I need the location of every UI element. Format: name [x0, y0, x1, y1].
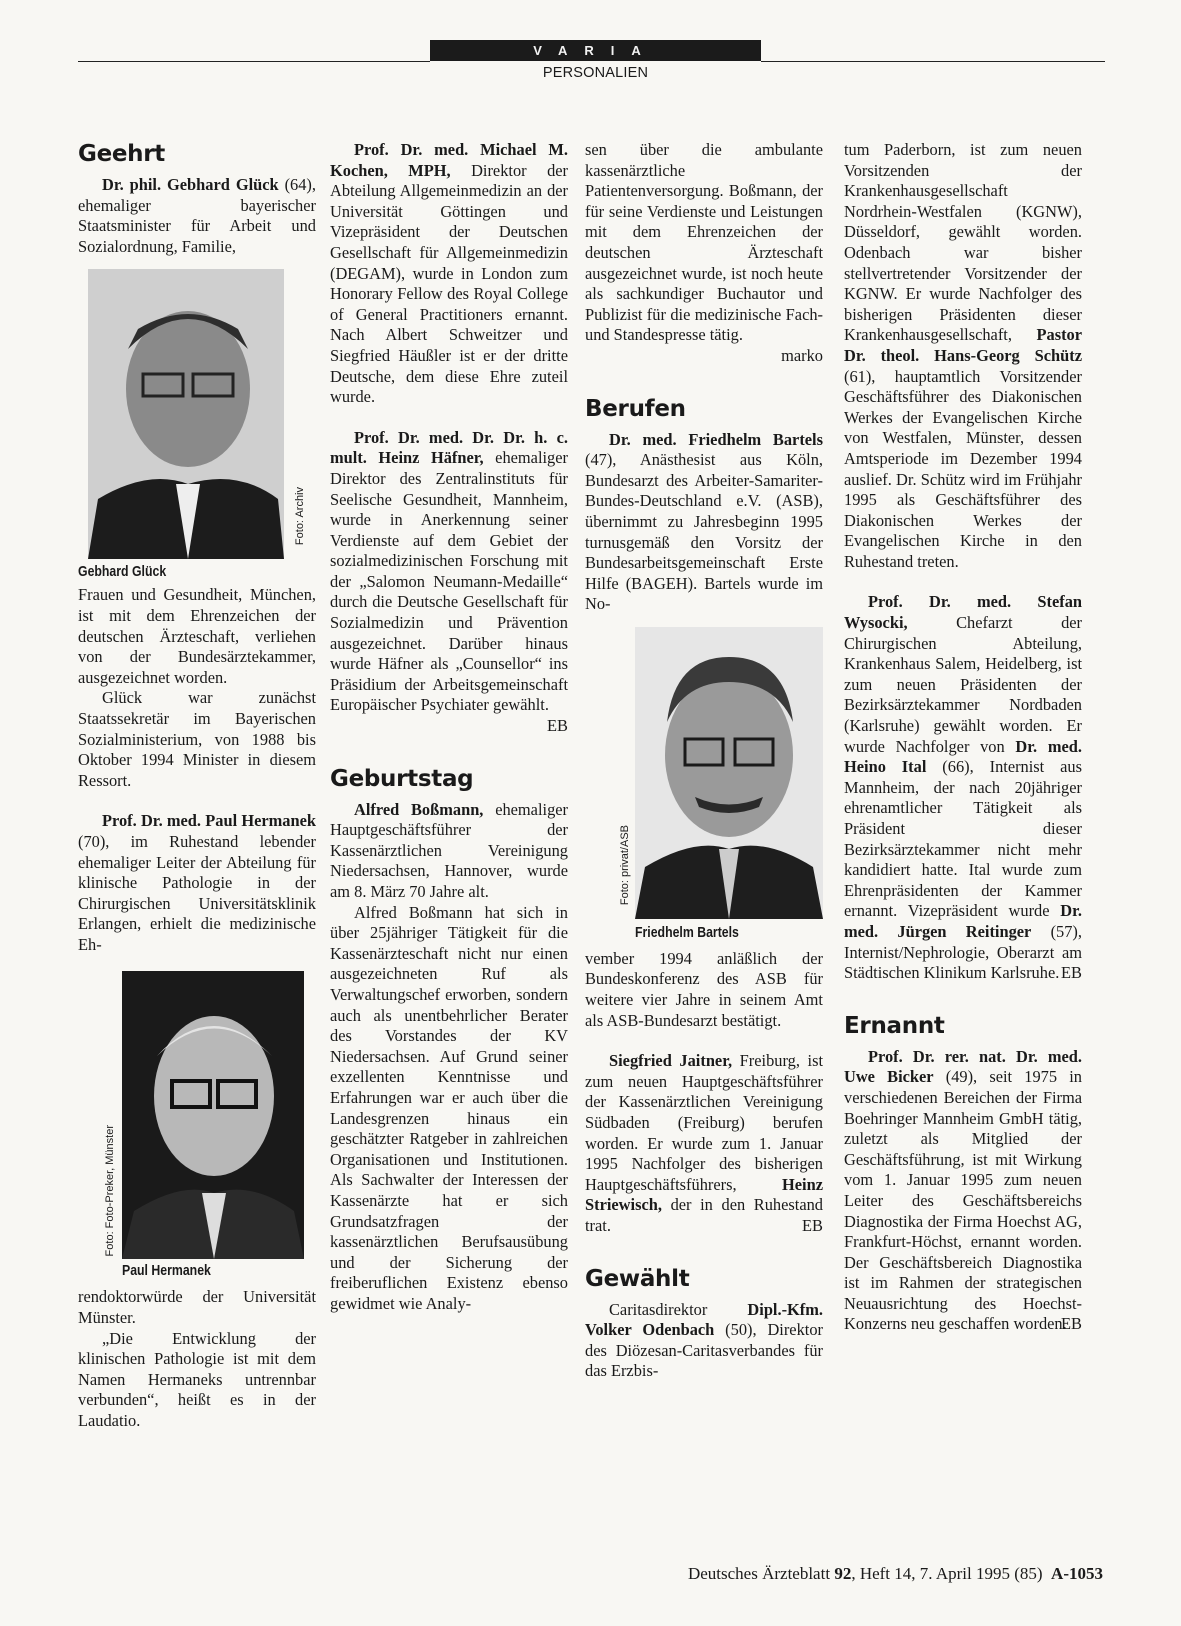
person-name: Prof. Dr. med. Stefan Wysocki, [844, 592, 1082, 633]
paragraph: „Die Entwicklung der klinischen Pathologie ist mit dem Namen Hermaneks untrennbar verbunden“, heißt es in der Laudatio. [78, 1328, 316, 1431]
person-name: Dr. med. Heino Ital [844, 736, 1082, 777]
paragraph: Alfred Boßmann hat sich in über 25jähriger Tätigkeit für die Kassenärzteschaft nicht nur einen ausgezeichneten Ruf als Verwaltungschef erworben, sondern auch als unentbehrlicher Berater des Vorstandes der KV Niedersachsen. Auf Grund seiner exzellenten Kenntnisse und Erfahrungen war er auch über die Landesgrenzen hinaus ein geschätzter Ratgeber in zahlreichen Organisationen und Institutionen. Als Sachwalter der Interessen der Kassenärzte hat er sich Grundsatzfragen der kassenärztlichen Berufsausübung und der Sicherung der freiberuflichen Existenz ebenso gewidmet wie Analy- [330, 902, 568, 1313]
paragraph: Dr. med. Friedhelm Bartels (47), Anästhesist aus Köln, Bundesarzt des Arbeiter-Samariter-Bundes-Deutschland e.V. (ASB), übernimmt zu Jahresbeginn 1995 turnusgemäß den Vorsitz der Bundesarbeitsgemeinschaft Erste Hilfe (BAGEH). Bartels wurde im No- [585, 429, 823, 614]
heading-gewaehlt: Gewählt [585, 1265, 690, 1292]
photo-figure-hermanek [78, 955, 316, 1287]
heading-geburtstag: Geburtstag [330, 765, 474, 792]
photo-figure-bartels [585, 615, 823, 949]
paragraph: Prof. Dr. rer. nat. Dr. med. Uwe Bicker (49), seit 1975 in verschiedenen Bereichen der Firma Boehringer Mannheim GmbH tätig, zuletzt als Mitglied der Geschäftsführung, ist mit Wirkung vom 1. Januar 1995 zum neuen Leiter des Geschäftsbereichs Diagnostika der Firma Hoechst AG, Frankfurt-Höchst, ernannt worden. Der Geschäftsbereich Diagnostika ist im Rahmen der strategischen Neuausrichtung des Hoechst-Konzerns neu geschaffen worden. [844, 1046, 1082, 1334]
paragraph: Prof. Dr. med. Paul Hermanek (70), im Ruhestand lebender ehemaliger Leiter der Abteilung für klinische Pathologie in der Chirurgischen Universitätsklinik Erlangen, erhielt die medizinische Eh- [78, 811, 316, 954]
author-signature: EB [802, 1216, 823, 1235]
person-name: Dr. phil. Gebhard Glück [102, 175, 279, 194]
paragraph: Prof. Dr. med. Dr. Dr. h. c. mult. Heinz Häfner, ehemaliger Direktor des Zentralinstituts für Seelische Gesundheit, Mannheim, wurde in Anerkennung seiner Verdienste auf dem Gebiet der sozialmedizinischen Forschung mit der „Salomon Neumann-Medaille“ durch die Deutsche Gesellschaft für Sozialmedizin und Prävention ausgezeichnet. Darüber hinaus wurde Häfner als „Counsellor“ ins Präsidium der Arbeitsgemeinschaft Europäischer Psychiater gewählt. [330, 427, 568, 715]
portrait-photo-hermanek [122, 971, 304, 1259]
heading-berufen: Berufen [585, 395, 686, 422]
photo-credit: Foto: Foto-Preker, Münster [104, 1125, 116, 1257]
paragraph: Prof. Dr. med. Stefan Wysocki, Chefarzt der Chirurgischen Abteilung, Krankenhaus Salem, Heidelberg, ist zum neuen Präsidenten der Bezirksärztekammer Nordbaden (Karlsruhe) gewählt worden. Er wurde Nachfolger von Dr. med. Heino Ital (66), Internist aus Mannheim, der nach 20jähriger ehrenamtlicher Tätigkeit als Präsident dieser Bezirksärztekammer nicht mehr kandidiert hatte. Ital wurde zum Ehrenpräsidenten der Kammer ernannt. Vizepräsident wurde Dr. med. Jürgen Reitinger (57), Internist/Nephrologie, Oberarzt am Städtischen Klinikum Karlsruhe. [844, 592, 1082, 983]
issue-info: , Heft 14, 7. April 1995 (85) [851, 1564, 1052, 1583]
heading-geehrt: Geehrt [78, 141, 165, 167]
section-banner: VARIA [430, 40, 761, 61]
paragraph: tum Paderborn, ist zum neuen Vorsitzenden der Krankenhausgesellschaft Nordrhein-Westfalen (KGNW), Düsseldorf, gewählt worden. Odenbach war bisher stellvertretender Vorsitzender der KGNW. Er wurde Nachfolger des bisherigen Präsidenten dieser Krankenhausgesellschaft, Pastor Dr. theol. Hans-Georg Schütz (61), hauptamtlich Vorsitzender Geschäftsführer des Diakonischen Werkes der Evangelischen Kirche von Westfalen, Münster, dessen Amtsperiode im Dezember 1994 auslief. Dr. Schütz wird im Frühjahr 1995 als Geschäftsführer des Diakonischen Werkes der Evangelischen Kirche in den Ruhestand treten. [844, 140, 1082, 571]
photo-credit: Foto: Archiv [294, 487, 306, 546]
person-name: Prof. Dr. med. Michael M. Kochen, MPH, [330, 140, 568, 180]
column-2 [330, 140, 568, 1314]
person-name: Prof. Dr. med. Dr. Dr. h. c. mult. Heinz Häfner, [330, 427, 568, 468]
column-3 [585, 140, 823, 1382]
photo-figure-glueck [78, 257, 316, 585]
person-name: Dr. med. Jürgen Reitinger [844, 901, 1082, 941]
photo-credit: Foto: privat/ASB [619, 824, 631, 905]
volume-number: 92 [834, 1564, 852, 1583]
person-name: Dipl.-Kfm. Volker Odenbach [585, 1299, 823, 1340]
person-name: Heinz Striewisch, [585, 1174, 823, 1215]
column-1 [78, 140, 316, 1432]
subsection-title: PERSONALIEN [542, 65, 649, 81]
paragraph: Siegfried Jaitner, Freiburg, ist zum neuen Hauptgeschäftsführer der Kassenärztlichen Vereinigung Südbaden (Freiburg) berufen worden. Er wurde zum 1. Januar 1995 Nachfolger des bisherigen Hauptgeschäftsführers, Heinz Striewisch, der in den Ruhestand trat. [585, 1051, 823, 1235]
person-name: Prof. Dr. med. Paul Hermanek [102, 811, 316, 831]
column-4 [844, 140, 1082, 1335]
person-name: Dr. med. Friedhelm Bartels [609, 429, 823, 449]
person-name: Pastor Dr. theol. Hans-Georg Schütz [844, 325, 1082, 365]
person-name: Alfred Boßmann, [354, 799, 484, 819]
paragraph: rendoktorwürde der Universität Münster. [78, 1287, 316, 1328]
paragraph: sen über die ambulante kassenärztliche Patientenversorgung. Boßmann, der für seine Verdienste und Leistungen mit dem Ehrenzeichen der deutschen Ärzteschaft ausgezeichnet wurde, ist noch heute als sachkundiger Buchautor und Publizist für die medizinische Fach- und Standespresse tätig. [585, 140, 823, 345]
heading-ernannt: Ernannt [844, 1012, 945, 1039]
portrait-photo-glueck [88, 269, 284, 559]
paragraph: Prof. Dr. med. Michael M. Kochen, MPH, Direktor der Abteilung Allgemeinmedizin an der Universität Göttingen und Vizepräsident der Deutschen Gesellschaft für Allgemeinmedizin (DEGAM), wurde in London zum Honorary Fellow des Royal College of General Practitioners ernannt. Nach Albert Schweitzer und Siegfried Häußler ist er der dritte Deutsche, dem diese Ehre zuteil wurde. [330, 140, 568, 407]
journal-name: Deutsches Ärzteblatt [687, 1564, 835, 1583]
paragraph: Frauen und Gesundheit, München, ist mit dem Ehrenzeichen der deutschen Ärzteschaft, verliehen von der Bundesärztekammer, ausgezeichnet worden. [78, 585, 316, 687]
author-signature: EB [547, 716, 568, 736]
person-name: Prof. Dr. rer. nat. Dr. med. Uwe Bicker [844, 1046, 1082, 1087]
author-signature: EB [1061, 963, 1082, 983]
author-signature: marko [781, 345, 823, 365]
photo-caption: Friedhelm Bartels [635, 923, 739, 941]
paragraph: Caritasdirektor Dipl.-Kfm. Volker Odenbach (50), Direktor des Diözesan-Caritasverbandes für das Erzbis- [585, 1299, 823, 1381]
photo-caption: Paul Hermanek [122, 1262, 211, 1280]
portrait-photo-bartels [635, 627, 823, 919]
author-signature: EB [1061, 1314, 1082, 1334]
page-number: A-1053 [1051, 1564, 1103, 1583]
person-name: Siegfried Jaitner, [609, 1051, 733, 1071]
paragraph: Dr. phil. Gebhard Glück (64), ehemaliger bayerischer Staatsminister für Arbeit und Sozialordnung, Familie, [78, 175, 316, 256]
photo-caption: Gebhard Glück [78, 563, 167, 581]
header-rule-right [761, 61, 1105, 62]
page-footer [688, 1564, 1103, 1584]
paragraph: Glück war zunächst Staatssekretär im Bayerischen Sozialministerium, von 1988 bis Oktober 1994 Minister in diesem Ressort. [78, 688, 316, 790]
paragraph: Alfred Boßmann, ehemaliger Hauptgeschäftsführer der Kassenärztlichen Vereinigung Niedersachsen, Hannover, wurde am 8. März 70 Jahre alt. [330, 799, 568, 901]
header-rule-left [78, 61, 430, 62]
paragraph: vember 1994 anläßlich der Bundeskonferenz des ASB für weitere vier Jahre in seinem Amt als ASB-Bundesarzt bestätigt. [585, 948, 823, 1030]
